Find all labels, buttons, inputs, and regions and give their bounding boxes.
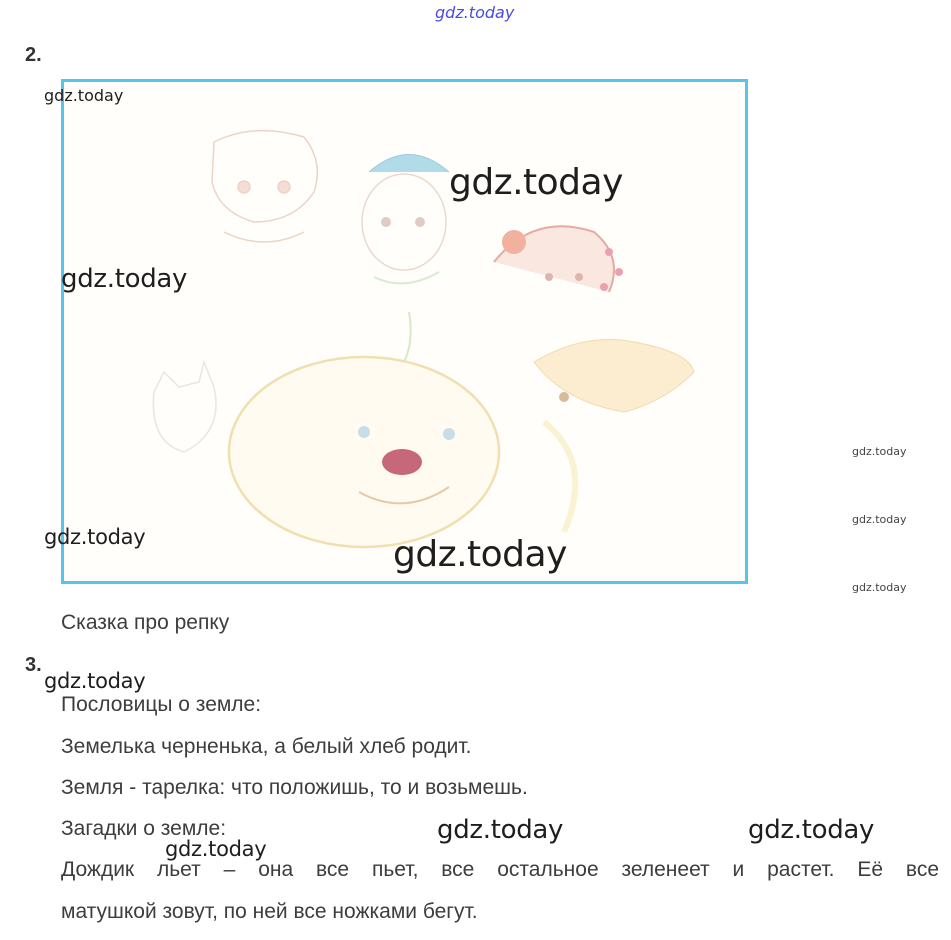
watermark: gdz.today [437,815,564,845]
proverb-1: Земелька черненька, а белый хлеб родит. [61,735,472,758]
proverb-2: Земля - тарелка: что положишь, то и возьмешь. [61,776,528,799]
exercise-3-number: 3. [25,654,42,676]
turnip-sketch [229,312,575,547]
watermark: gdz.today [44,525,146,549]
watermark: gdz.today [852,513,907,526]
dog-sketch [534,340,694,413]
watermark: gdz.today [44,86,124,105]
watermark: gdz.today [449,162,623,203]
cat-sketch [153,362,216,452]
watermark: gdz.today [393,534,567,575]
granddaughter-sketch [494,226,623,292]
riddle-line-2: матушкой зовут, по ней все ножками бегут. [61,900,478,923]
watermark: gdz.today [748,815,875,845]
exercise-2-number: 2. [25,44,42,66]
watermark: gdz.today [44,669,146,693]
top-watermark: gdz.today [435,3,515,22]
riddles-title: Загадки о земле: [61,817,227,840]
watermark: gdz.today [165,837,267,861]
watermark: gdz.today [61,264,188,294]
riddle-line-1: Дождик льет – она все пьет, все остальное зеленеет и растет. Её все [61,858,939,881]
grandpa-sketch [212,131,317,242]
proverbs-title: Пословицы о земле: [61,693,262,716]
turnip-tale-illustration [61,79,748,584]
illustration-drawing [64,82,745,581]
picture-caption: Сказка про репку [61,611,230,634]
watermark: gdz.today [852,445,907,458]
grandma-sketch [362,155,449,284]
watermark: gdz.today [852,581,907,594]
